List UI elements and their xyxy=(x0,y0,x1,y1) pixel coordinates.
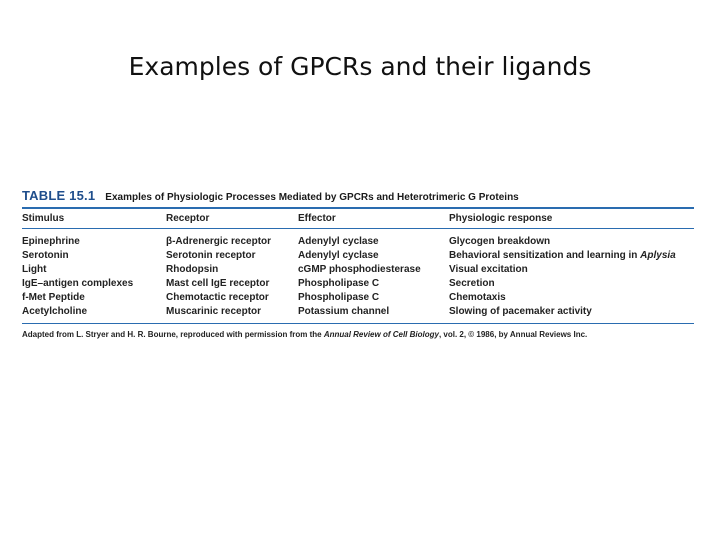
cell-stimulus: f-Met Peptide xyxy=(22,292,85,303)
table-bottom-rule xyxy=(22,323,694,324)
cell-response: Chemotaxis xyxy=(449,292,506,303)
table-body xyxy=(22,229,694,323)
cell-receptor: Rhodopsin xyxy=(166,264,219,275)
cell-stimulus: Acetylcholine xyxy=(22,306,88,317)
table-header-row xyxy=(22,209,694,228)
cell-effector: Potassium channel xyxy=(298,306,390,317)
cell-stimulus: IgE–antigen complexes xyxy=(22,278,134,289)
cell-stimulus: Light xyxy=(22,264,47,275)
header-stimulus: Stimulus xyxy=(22,213,65,224)
cell-stimulus: Serotonin xyxy=(22,250,69,261)
table-row xyxy=(22,249,694,263)
cell-stimulus: Epinephrine xyxy=(22,236,80,247)
table-title: Examples of Physiologic Processes Mediated by GPCRs and Heterotrimeric G Proteins xyxy=(105,192,519,203)
cell-response-text: Behavioral sensitization and learning in xyxy=(449,250,641,261)
table-number: TABLE 15.1 xyxy=(22,188,96,203)
cell-effector: Adenylyl cyclase xyxy=(298,236,379,247)
cell-response: Slowing of pacemaker activity xyxy=(449,306,592,317)
cell-effector: Adenylyl cyclase xyxy=(298,250,379,261)
slide-title: Examples of GPCRs and their ligands xyxy=(128,52,592,81)
table-row xyxy=(22,277,694,291)
cell-response: Glycogen breakdown xyxy=(449,236,551,247)
cell-effector: Phospholipase C xyxy=(298,292,380,303)
table-caption xyxy=(22,188,694,203)
cell-receptor: Muscarinic receptor xyxy=(166,306,262,317)
cell-effector: cGMP phosphodiesterase xyxy=(298,264,421,275)
table-row xyxy=(22,305,694,319)
cell-response: Visual excitation xyxy=(449,264,528,275)
header-response: Physiologic response xyxy=(449,213,553,224)
table-row xyxy=(22,263,694,277)
gpcr-table xyxy=(22,188,694,339)
cell-effector: Phospholipase C xyxy=(298,278,380,289)
header-effector: Effector xyxy=(298,213,336,224)
source-text-end: , vol. 2, © 1986, by Annual Reviews Inc. xyxy=(438,330,588,339)
cell-receptor: Mast cell IgE receptor xyxy=(166,278,270,289)
header-receptor: Receptor xyxy=(166,213,210,224)
source-text: Adapted from L. Stryer and H. R. Bourne, reproduced with permission from the xyxy=(22,330,324,339)
table-row xyxy=(22,291,694,305)
cell-receptor: Chemotactic receptor xyxy=(166,292,269,303)
cell-receptor: Serotonin receptor xyxy=(166,250,256,261)
cell-receptor: β-Adrenergic receptor xyxy=(166,236,272,247)
cell-response xyxy=(449,249,694,263)
source-journal: Annual Review of Cell Biology xyxy=(323,330,439,339)
cell-response-genus: Aplysia xyxy=(640,250,676,261)
cell-response: Secretion xyxy=(449,278,495,289)
table-row xyxy=(22,235,694,249)
table-source-note xyxy=(22,330,694,339)
